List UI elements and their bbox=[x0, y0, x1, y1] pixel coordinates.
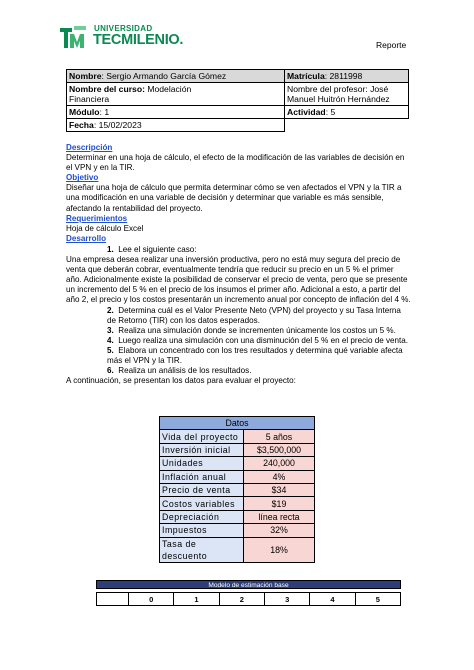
objetivo-heading: Objetivo bbox=[66, 173, 99, 183]
objetivo-text: Diseñar una hoja de cálculo que permita determinar cómo se ven afectados el VPN y la TIR a una modificación en una variable de decisión y determinar que variable es más sensible, afectando la rentabilidad del proyecto. bbox=[66, 183, 402, 213]
datos-row bbox=[160, 497, 315, 510]
model-title: Modelo de estimación base bbox=[96, 580, 401, 589]
datos-row bbox=[160, 524, 315, 537]
step-text: Determina cuál es el Valor Presente Neto (VPN) del proyecto y su Tasa Interna de Retorno (TIR) con los datos esperados. bbox=[107, 305, 401, 325]
step-text: Luego realiza una simulación con una disminución del 5 % en el precio de venta. bbox=[118, 335, 409, 345]
project-data-table bbox=[159, 416, 315, 563]
datos-value: $19 bbox=[244, 497, 315, 510]
model-column-header bbox=[97, 593, 129, 606]
empty-cell bbox=[285, 119, 409, 132]
datos-row bbox=[160, 470, 315, 483]
step-number: 6. bbox=[107, 366, 114, 376]
step-number: 5. bbox=[107, 345, 114, 355]
datos-value: $34 bbox=[244, 483, 315, 496]
datos-header: Datos bbox=[160, 417, 315, 430]
university-logo bbox=[58, 20, 188, 54]
student-name-value: : Sergio Armando García Gómez bbox=[101, 71, 227, 81]
step-item bbox=[66, 336, 411, 346]
matricula-cell bbox=[285, 70, 409, 83]
report-label: Reporte bbox=[376, 40, 407, 50]
tecmilenio-logo-icon bbox=[58, 22, 88, 52]
step-item bbox=[66, 326, 411, 336]
step-text: Realiza un análisis de los resultados. bbox=[118, 366, 252, 376]
model-header-row bbox=[97, 593, 401, 606]
model-column-header: 5 bbox=[355, 593, 400, 606]
datos-row bbox=[160, 457, 315, 470]
step-1-text: Lee el siguiente caso: bbox=[118, 244, 197, 254]
datos-value: 4% bbox=[244, 470, 315, 483]
steps-list bbox=[66, 306, 411, 377]
datos-label: Costos variables bbox=[160, 497, 244, 510]
datos-label: Tasa de descuento bbox=[160, 537, 244, 562]
model-column-header: 2 bbox=[219, 593, 264, 606]
step-1 bbox=[66, 245, 411, 255]
datos-label: Unidades bbox=[160, 457, 244, 470]
step-text: Realiza una simulación donde se incrementen únicamente los costos un 5 %. bbox=[118, 325, 396, 335]
step-text: Elabora un concentrado con los tres resultados y determina qué variable afecta más el VPN y la TIR. bbox=[107, 345, 403, 365]
activity-value: : 5 bbox=[325, 107, 336, 117]
activity-cell bbox=[285, 106, 409, 119]
step-number: 4. bbox=[107, 335, 114, 345]
step-item bbox=[66, 346, 411, 366]
datos-label: Impuestos bbox=[160, 524, 244, 537]
model-columns-table bbox=[96, 592, 401, 606]
requerimientos-text: Hoja de cálculo Excel bbox=[66, 223, 144, 233]
descripcion-heading: Descripción bbox=[66, 143, 113, 152]
datos-value: línea recta bbox=[244, 510, 315, 523]
course-label: Nombre del curso: bbox=[69, 84, 145, 94]
course-cell bbox=[67, 83, 285, 106]
datos-row bbox=[160, 443, 315, 456]
matricula-value: : 2811998 bbox=[324, 71, 363, 81]
step-item bbox=[66, 306, 411, 326]
student-name-label: Nombre bbox=[69, 71, 102, 81]
model-column-header: 4 bbox=[310, 593, 355, 606]
professor-cell: Nombre del profesor: José Manuel Huitrón Hernández bbox=[285, 83, 409, 106]
datos-row bbox=[160, 510, 315, 523]
datos-row bbox=[160, 537, 315, 562]
datos-value: 18% bbox=[244, 537, 315, 562]
datos-row bbox=[160, 430, 315, 443]
datos-value: 240,000 bbox=[244, 457, 315, 470]
activity-label: Actividad bbox=[287, 107, 326, 117]
date-value: : 15/02/2023 bbox=[93, 120, 142, 130]
step-number: 2. bbox=[107, 305, 114, 315]
step-1-number: 1. bbox=[107, 244, 114, 254]
student-info-table bbox=[66, 69, 409, 132]
logo-university-text: UNIVERSIDAD bbox=[94, 24, 153, 33]
model-column-header: 3 bbox=[264, 593, 309, 606]
base-model-table bbox=[96, 580, 401, 606]
course-value: Modelación Financiera bbox=[69, 84, 192, 104]
student-name-cell bbox=[67, 70, 285, 83]
datos-row bbox=[160, 483, 315, 496]
step-item bbox=[66, 366, 411, 376]
continuacion-text: A continuación, se presentan los datos para evaluar el proyecto: bbox=[66, 376, 296, 386]
descripcion-text: Determinar en una hoja de cálculo, el efecto de la modificación de las variables de decisión en el VPN y en la TIR. bbox=[66, 153, 405, 173]
datos-label: Vida del proyecto bbox=[160, 430, 244, 443]
datos-label: Depreciación bbox=[160, 510, 244, 523]
module-cell bbox=[67, 106, 285, 119]
caso-text: Una empresa desea realizar una inversión productiva, pero no está muy segura del precio de venta que deberán cobrar, eventualmente tendría que reducir su precio en un 5 % el primer año. Adicionalmente existe la posibilidad de conservar el precio de venta, pero que se presente un incremento del 5 % en el precio de los insumos el primer año. Adicional a esto, a partir del año 2, el precio y los costos presentarán un incremento anual por concepto de inflación del 4 %. bbox=[66, 255, 411, 305]
module-value: : 1 bbox=[99, 107, 110, 117]
logo-tecmilenio-text: TECMILENIO. bbox=[93, 32, 184, 48]
report-content bbox=[66, 143, 411, 386]
step-number: 3. bbox=[107, 325, 114, 335]
datos-label: Precio de venta bbox=[160, 483, 244, 496]
model-column-header: 0 bbox=[129, 593, 174, 606]
matricula-label: Matrícula bbox=[287, 71, 325, 81]
requerimientos-heading: Requerimientos bbox=[66, 213, 128, 223]
module-label: Módulo bbox=[69, 107, 100, 117]
datos-label: Inversión inicial bbox=[160, 443, 244, 456]
model-column-header: 1 bbox=[174, 593, 219, 606]
date-label: Fecha bbox=[69, 120, 94, 130]
desarrollo-heading: Desarrollo bbox=[66, 233, 107, 243]
date-cell bbox=[67, 119, 285, 132]
datos-label: Inflación anual bbox=[160, 470, 244, 483]
datos-value: 5 años bbox=[244, 430, 315, 443]
datos-value: $3,500,000 bbox=[244, 443, 315, 456]
datos-value: 32% bbox=[244, 524, 315, 537]
